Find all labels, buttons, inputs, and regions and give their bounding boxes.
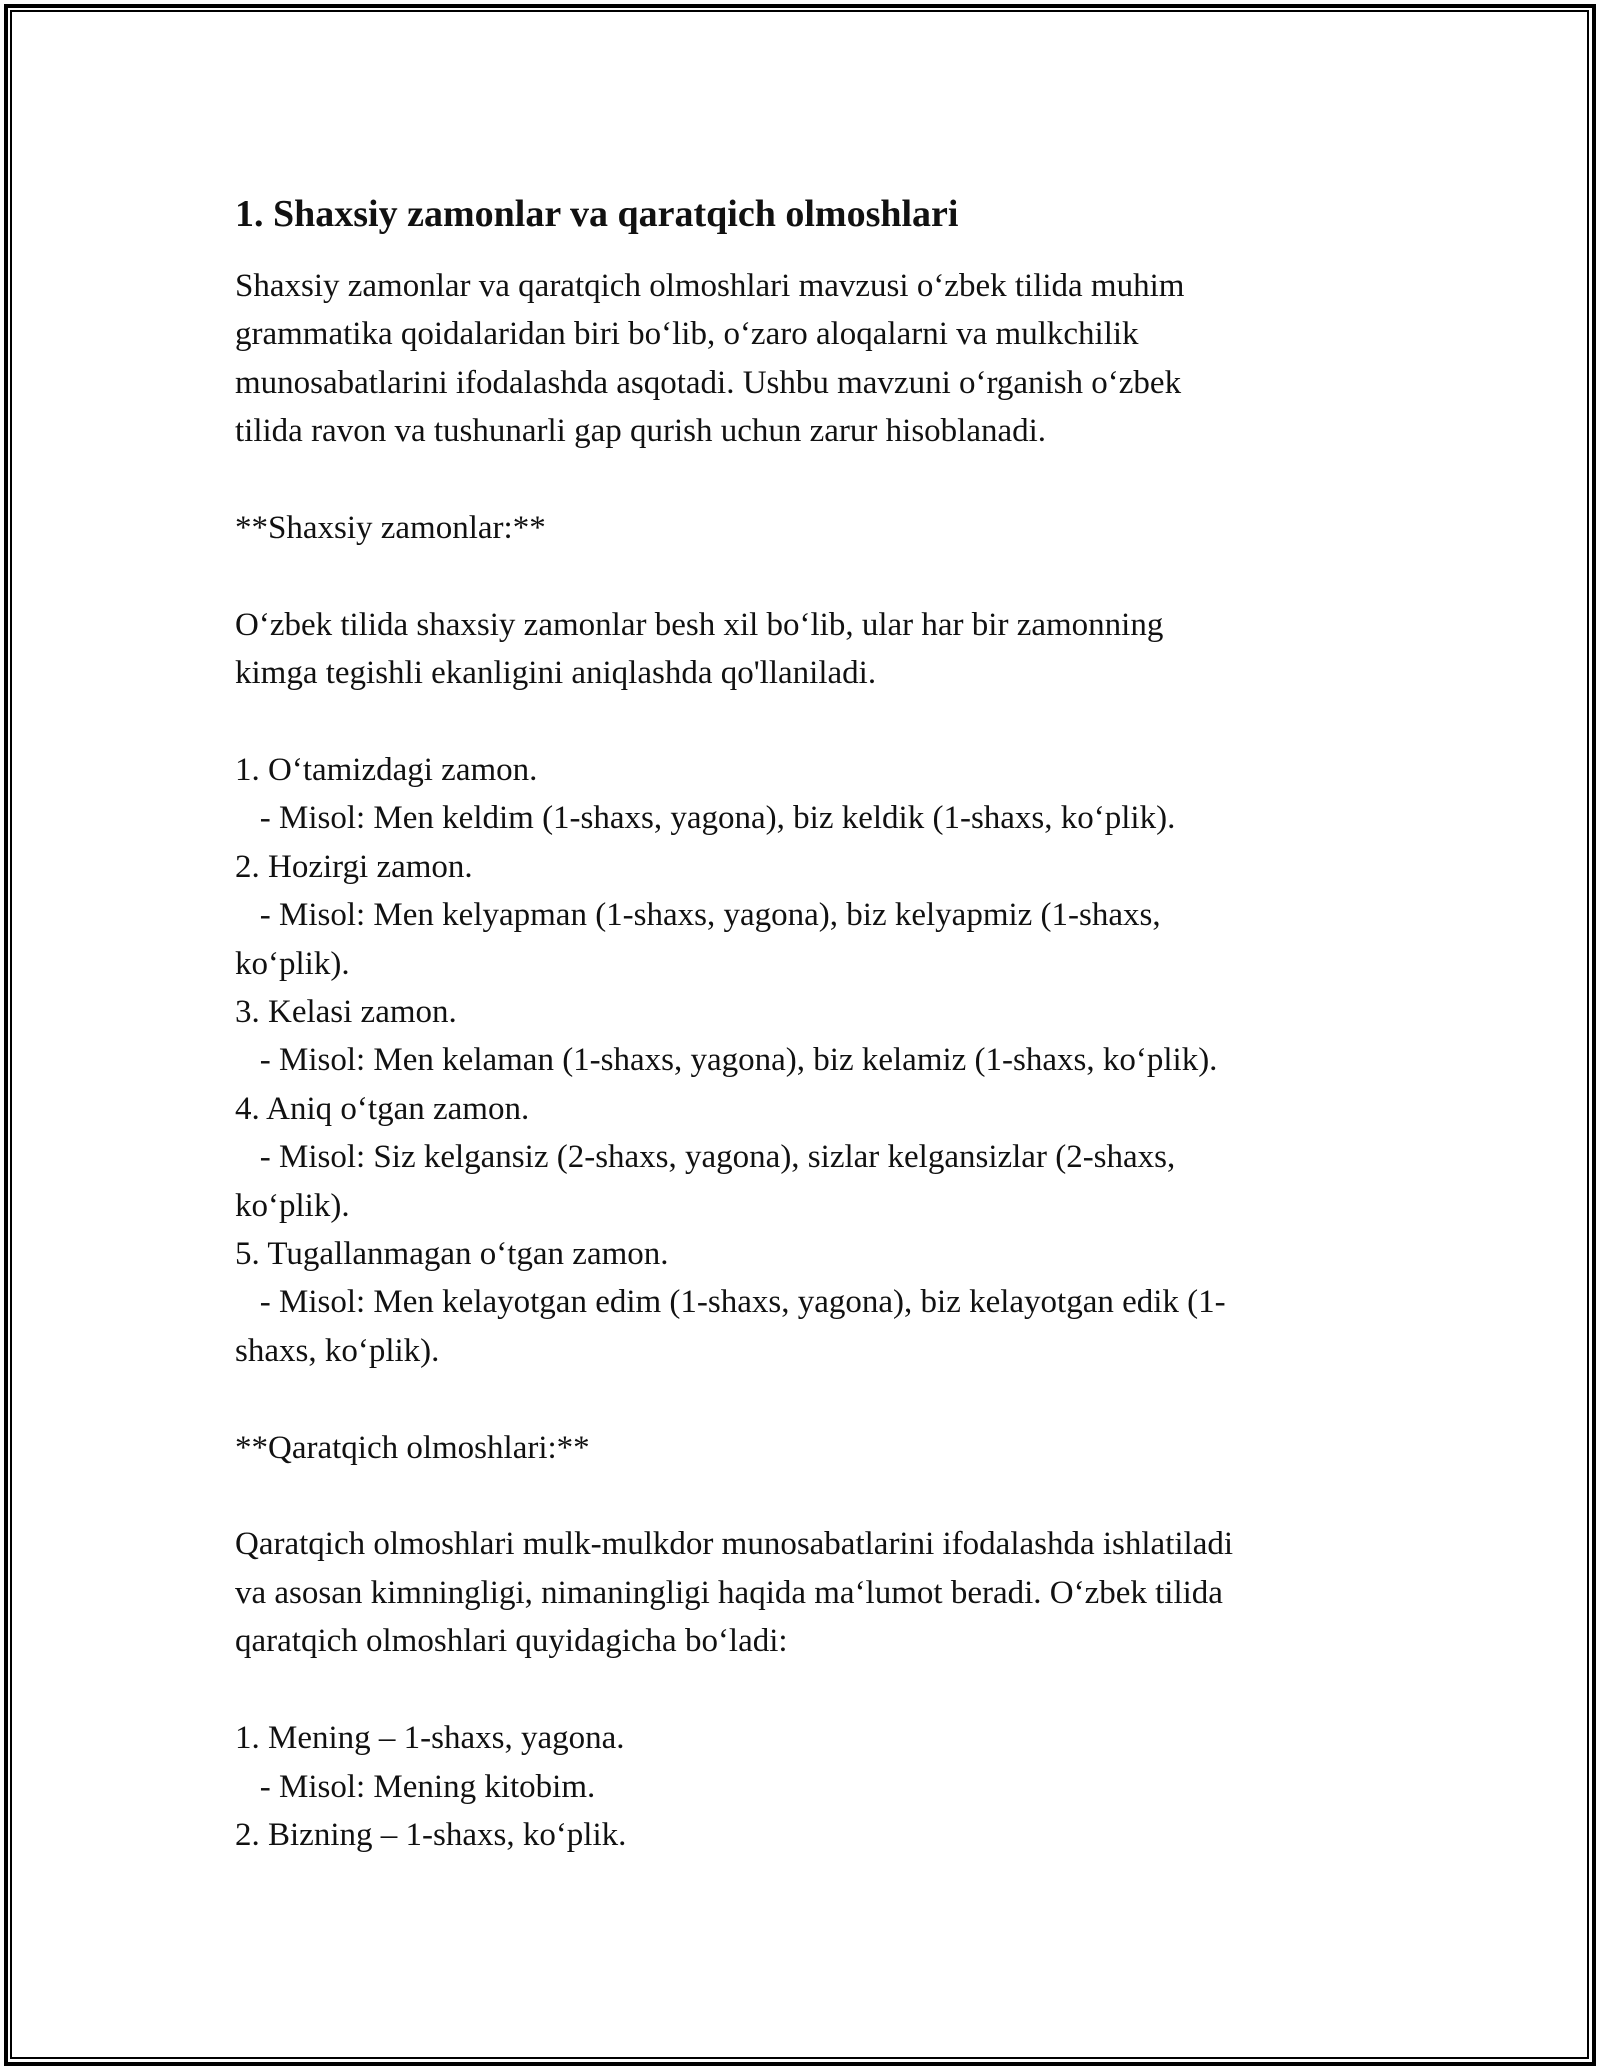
text-line: kimga tegishli ekanligini aniqlashda qo'llaniladi. — [235, 655, 877, 692]
section-heading-text: **Shaxsiy zamonlar:** — [235, 510, 546, 547]
list-item-example: - Misol: Mening kitobim. — [235, 1768, 596, 1805]
list-item-example: - Misol: Men kelyapman (1-shaxs, yagona), biz kelyapmiz (1-shaxs, — [235, 897, 1161, 934]
section-heading-text: **Qaratqich olmoshlari:** — [235, 1429, 590, 1466]
list-item-example: shaxs, ko‘plik). — [235, 1332, 440, 1369]
list-item-example: - Misol: Siz kelgansiz (2-shaxs, yagona), sizlar kelgansizlar (2-shaxs, — [235, 1139, 1176, 1176]
text-line: qaratqich olmoshlari quyidagicha bo‘ladi: — [235, 1623, 788, 1660]
blank-line — [235, 698, 1365, 746]
text-line: O‘zbek tilida shaxsiy zamonlar besh xil bo‘lib, ular har bir zamonning — [235, 606, 1164, 643]
section-heading-tenses — [235, 504, 1365, 552]
list-item-example: - Misol: Men keldim (1-shaxs, yagona), biz keldik (1-shaxs, ko‘plik). — [235, 800, 1176, 837]
text-line: tilida ravon va tushunarli gap qurish uchun zarur hisoblanadi. — [235, 413, 1047, 450]
text-line: va asosan kimningligi, nimaningligi haqida ma‘lumot beradi. O‘zbek tilida — [235, 1574, 1223, 1611]
list-item-example: ko‘plik). — [235, 945, 350, 982]
blank-line — [235, 552, 1365, 600]
document-title: 1. Shaxsiy zamonlar va qaratqich olmoshlari — [235, 193, 959, 235]
tenses-intro-paragraph — [235, 601, 1365, 698]
blank-line — [235, 1375, 1365, 1423]
text-line: Shaxsiy zamonlar va qaratqich olmoshlari mavzusi o‘zbek tilida muhim — [235, 268, 1185, 304]
text-line: grammatika qoidalaridan biri bo‘lib, o‘zaro aloqalarni va mulkchilik — [235, 316, 1139, 353]
list-item: 5. Tugallanmagan o‘tgan zamon. — [235, 1236, 669, 1273]
document-body — [235, 186, 1365, 1859]
list-item-example: ko‘plik). — [235, 1187, 350, 1224]
blank-line — [235, 1666, 1365, 1714]
list-item: 4. Aniq o‘tgan zamon. — [235, 1090, 530, 1127]
blank-line — [235, 456, 1365, 504]
section-heading-pronouns — [235, 1424, 1365, 1472]
blank-line — [235, 1472, 1365, 1520]
text-line: Qaratqich olmoshlari mulk-mulkdor munosabatlarini ifodalashda ishlatiladi — [235, 1526, 1234, 1563]
text-line: munosabatlarini ifodalashda asqotadi. Ushbu mavzuni o‘rganish o‘zbek — [235, 364, 1182, 401]
pronouns-intro-paragraph — [235, 1520, 1365, 1665]
list-item-example: - Misol: Men kelayotgan edim (1-shaxs, yagona), biz kelayotgan edik (1- — [235, 1284, 1226, 1321]
list-item: 1. Mening – 1-shaxs, yagona. — [235, 1720, 625, 1757]
list-item-example: - Misol: Men kelaman (1-shaxs, yagona), biz kelamiz (1-shaxs, ko‘plik). — [235, 1042, 1218, 1079]
tense-list — [235, 746, 1365, 1375]
list-item: 2. Hozirgi zamon. — [235, 848, 473, 885]
list-item: 2. Bizning – 1-shaxs, ko‘plik. — [235, 1816, 627, 1853]
list-item: 1. O‘tamizdagi zamon. — [235, 752, 538, 789]
pronoun-list — [235, 1714, 1365, 1859]
list-item: 3. Kelasi zamon. — [235, 994, 457, 1031]
intro-paragraph — [235, 262, 1365, 456]
